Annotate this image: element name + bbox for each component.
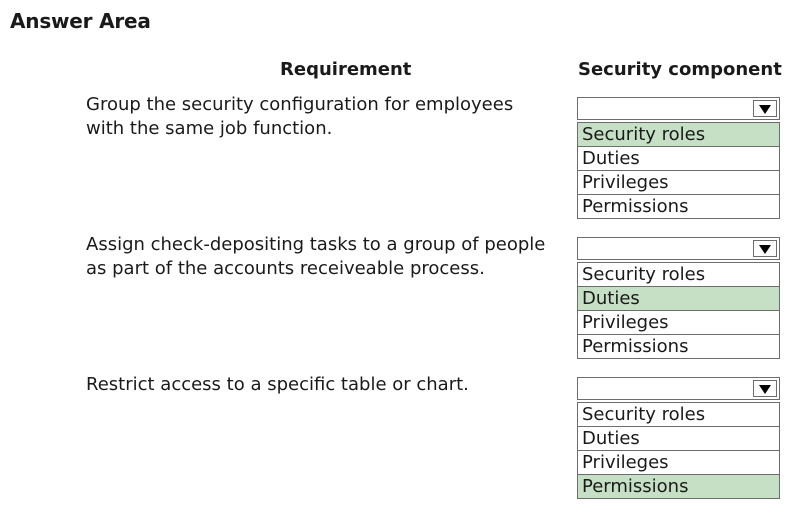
security-component-dropdown-3 bbox=[577, 377, 780, 499]
dropdown-3-select-box[interactable] bbox=[577, 377, 780, 400]
option-security-roles[interactable]: Security roles bbox=[578, 403, 779, 427]
option-duties[interactable]: Duties bbox=[578, 287, 779, 311]
requirement-1-line-2: with the same job function. bbox=[86, 118, 333, 139]
dropdown-1-select-box[interactable] bbox=[577, 97, 780, 120]
option-privileges[interactable]: Privileges bbox=[578, 171, 779, 195]
option-permissions[interactable]: Permissions bbox=[578, 475, 779, 499]
chevron-down-icon[interactable] bbox=[753, 380, 777, 397]
option-privileges[interactable]: Privileges bbox=[578, 451, 779, 475]
option-security-roles[interactable]: Security roles bbox=[578, 123, 779, 147]
dropdown-1-options bbox=[577, 122, 780, 219]
dropdown-2-options bbox=[577, 262, 780, 359]
option-permissions[interactable]: Permissions bbox=[578, 335, 779, 359]
option-security-roles[interactable]: Security roles bbox=[578, 263, 779, 287]
requirement-2-line-2: as part of the accounts receiveable process. bbox=[86, 258, 485, 279]
option-duties[interactable]: Duties bbox=[578, 427, 779, 451]
security-component-dropdown-2 bbox=[577, 237, 780, 359]
requirement-3-line-1: Restrict access to a specific table or chart. bbox=[86, 374, 469, 395]
chevron-down-icon[interactable] bbox=[753, 240, 777, 257]
requirement-2-line-1: Assign check-depositing tasks to a group of people bbox=[86, 234, 546, 255]
dropdown-3-options bbox=[577, 402, 780, 499]
requirement-1-text bbox=[86, 93, 513, 141]
requirement-1-line-1: Group the security configuration for employees bbox=[86, 94, 514, 115]
dropdown-2-select-box[interactable] bbox=[577, 237, 780, 260]
security-component-dropdown-1 bbox=[577, 97, 780, 219]
chevron-down-icon[interactable] bbox=[753, 100, 777, 117]
answer-area-title: Answer Area bbox=[10, 9, 151, 33]
option-duties[interactable]: Duties bbox=[578, 147, 779, 171]
requirement-3-text bbox=[86, 373, 469, 397]
requirement-2-text bbox=[86, 233, 545, 281]
requirement-column-header: Requirement bbox=[280, 59, 412, 80]
option-privileges[interactable]: Privileges bbox=[578, 311, 779, 335]
security-component-column-header: Security component bbox=[578, 59, 782, 80]
option-permissions[interactable]: Permissions bbox=[578, 195, 779, 219]
